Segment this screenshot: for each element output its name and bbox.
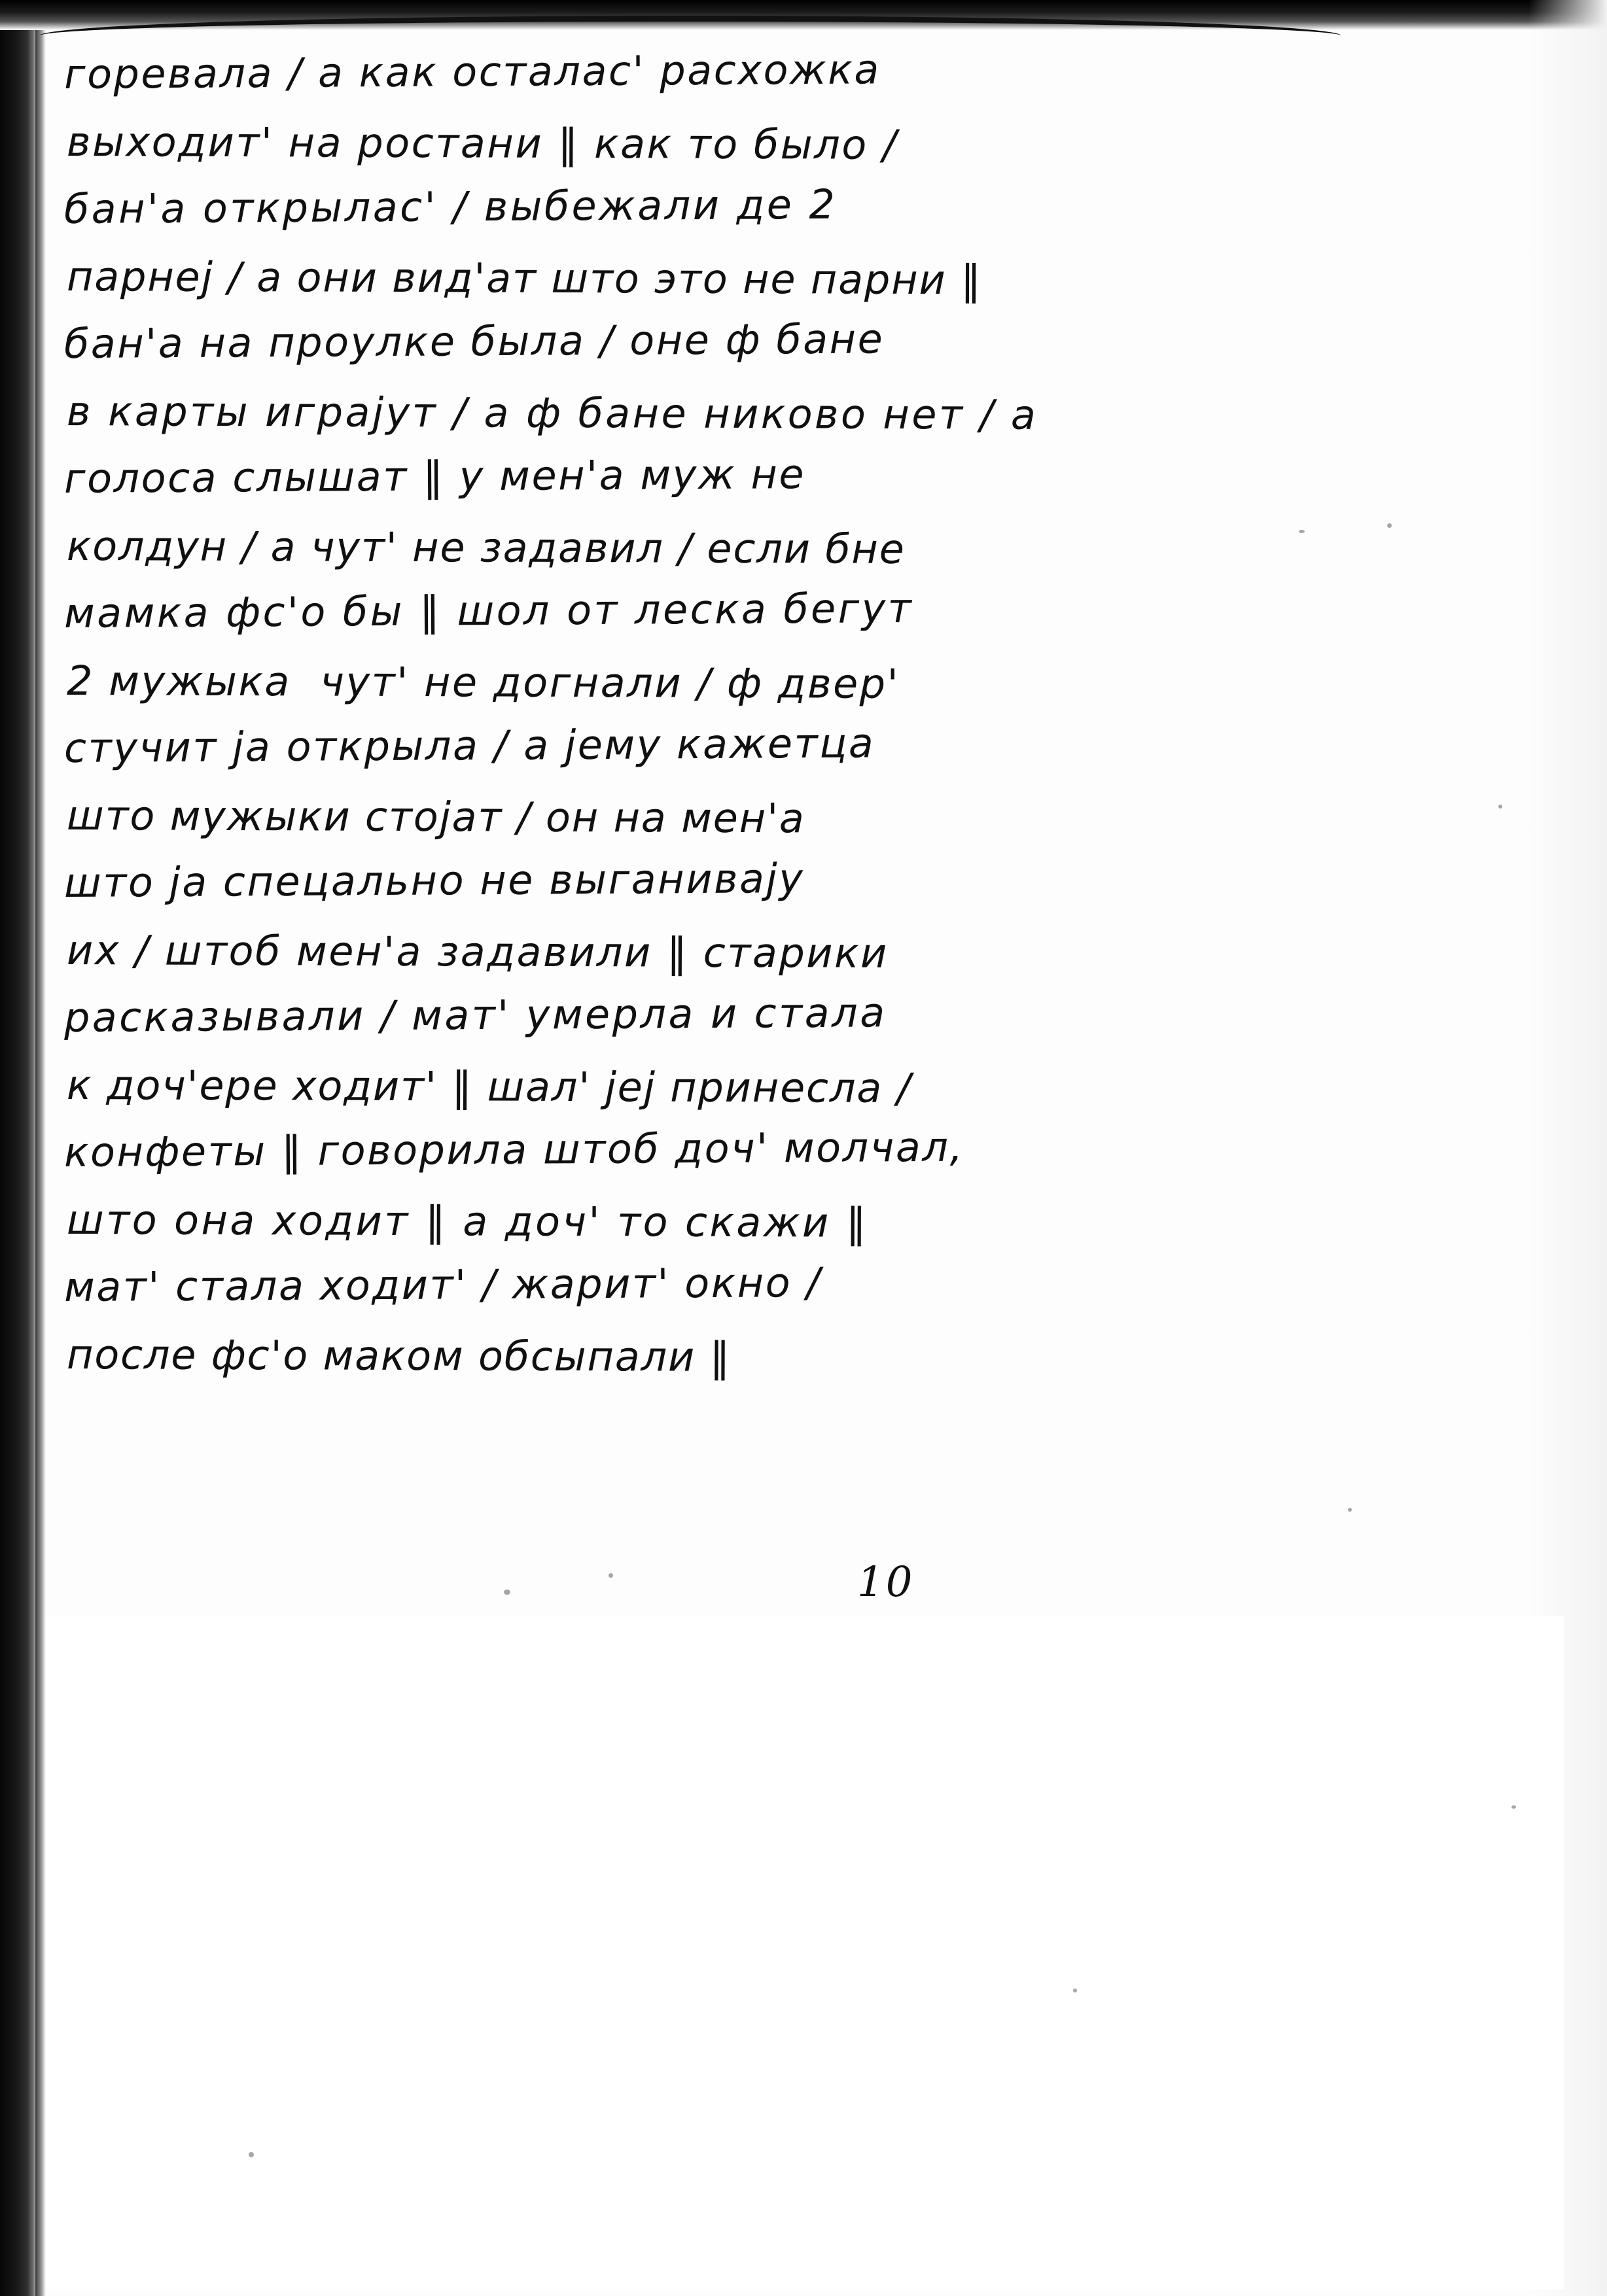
scan-edge-left bbox=[0, 0, 38, 2296]
handwritten-line: бан'а открылас' / выбежали де 2 bbox=[63, 180, 838, 233]
handwritten-line: мат' стала ходит' / жарит' окно / bbox=[63, 1258, 822, 1311]
handwritten-line: их / штоб мен'а задавили ‖ старики bbox=[66, 926, 889, 977]
handwritten-line: 2 мужыка чут' не догнали / ф двер' bbox=[66, 657, 900, 708]
scan-speck bbox=[1348, 1508, 1352, 1512]
handwritten-line: што она ходит ‖ а доч' то скажи ‖ bbox=[66, 1196, 869, 1247]
scan-speck bbox=[249, 2152, 254, 2157]
handwritten-line: к доч'ере ходит' ‖ шал' jej принесла / bbox=[66, 1061, 912, 1112]
scan-speck bbox=[504, 1590, 510, 1595]
handwritten-line: парнеj / а они вид'ат што это не парни ‖ bbox=[66, 252, 983, 304]
scan-speck bbox=[1511, 1805, 1516, 1809]
scan-speck bbox=[1299, 530, 1305, 533]
handwritten-line: в карты играjут / а ф бане никово нет / а bbox=[66, 387, 1038, 439]
handwritten-line: колдун / а чут' не задавил / если бне bbox=[66, 522, 906, 573]
scan-edge-left-gradient bbox=[35, 0, 46, 2296]
handwritten-line: конфеты ‖ говорила штоб доч' молчал, bbox=[63, 1122, 964, 1176]
handwritten-line: бан'а на проулке была / оне ф бане bbox=[63, 315, 885, 368]
handwritten-line: што мужыки стоjат / он на мен'а bbox=[66, 791, 805, 843]
handwritten-line: после фс'о маком обсыпали ‖ bbox=[66, 1331, 732, 1381]
scan-speck bbox=[1073, 1989, 1077, 1992]
handwritten-line: выходит' на ростани ‖ как то было / bbox=[66, 118, 898, 169]
handwritten-line: горевала / а как осталас' расхожка bbox=[63, 45, 881, 98]
scan-speck bbox=[1387, 523, 1392, 528]
handwritten-line: мамка фс'о бы ‖ шол от леска бегут bbox=[63, 584, 914, 637]
scan-speck bbox=[1498, 805, 1502, 809]
handwritten-line: голоса слышат ‖ у мен'а муж не bbox=[63, 450, 806, 502]
blank-lower-half bbox=[46, 1616, 1564, 2289]
handwritten-text-block bbox=[63, 41, 1404, 1388]
scan-speck bbox=[609, 1573, 613, 1578]
handwritten-line: стучит jа открыла / а jему кажетца bbox=[63, 719, 875, 772]
page-number: 10 bbox=[857, 1558, 915, 1607]
handwritten-line: што jа спецально не выганиваjу bbox=[63, 854, 805, 907]
handwritten-line: расказывали / мат' умерла и стала bbox=[63, 988, 887, 1041]
